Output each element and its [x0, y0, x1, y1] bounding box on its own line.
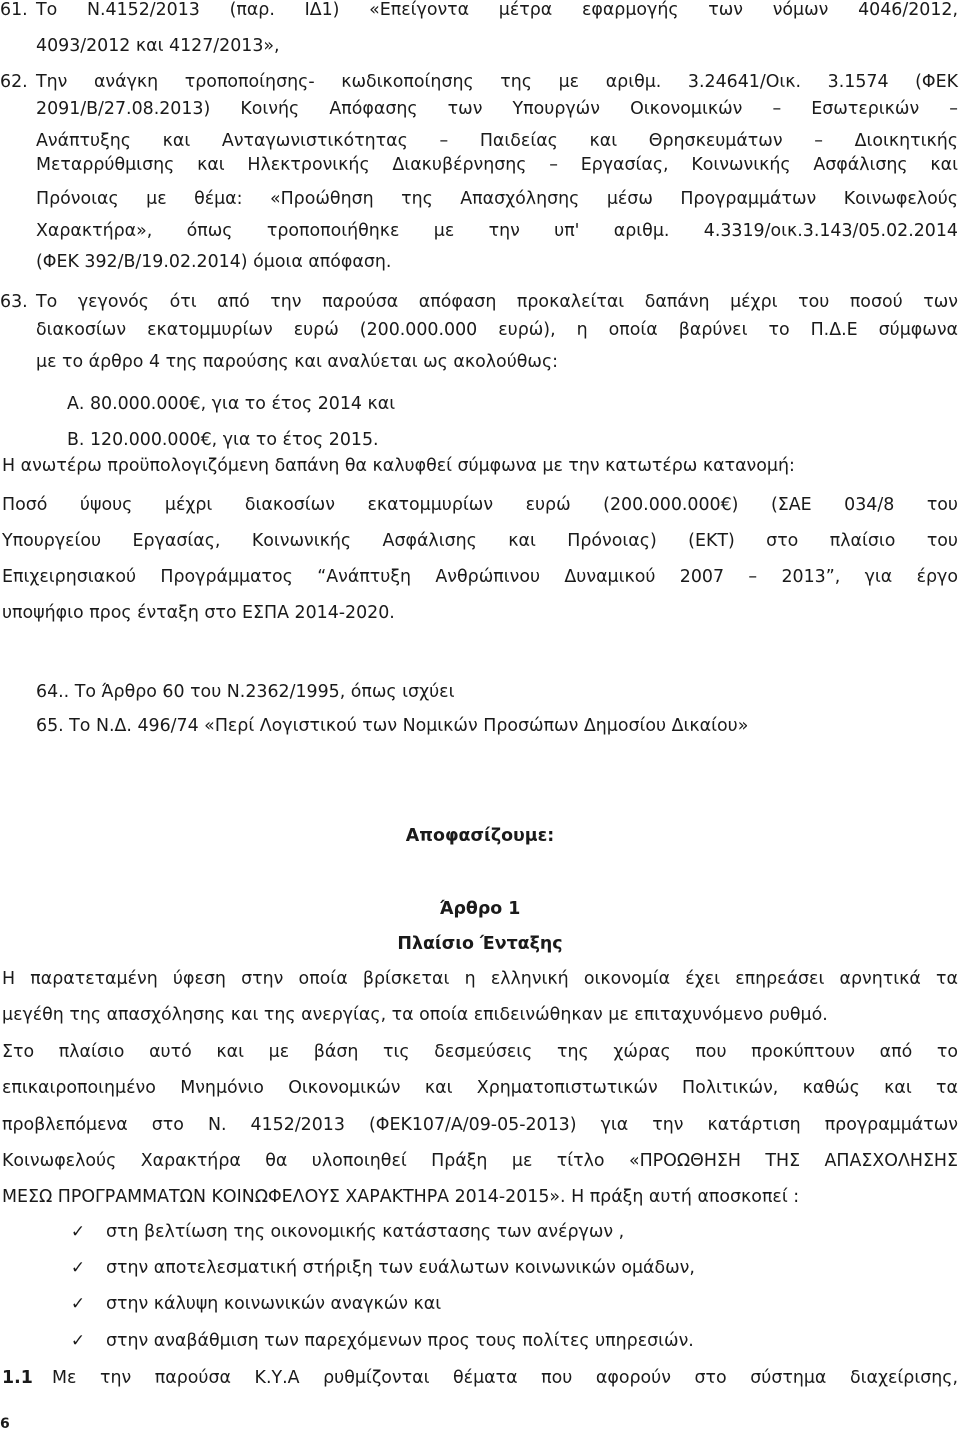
article-heading: Άρθρο 1: [439, 899, 521, 919]
checkmark-icon: ✓: [70, 1258, 86, 1278]
budget-line: υποψήφιο προς ένταξη στο ΕΣΠΑ 2014-2020.: [2, 603, 395, 623]
bullet-item: στην κάλυψη κοινωνικών αναγκών και: [106, 1294, 442, 1314]
body-line: ΜΕΣΩ ΠΡΟΓΡΑΜΜΑΤΩΝ ΚΟΙΝΩΦΕΛΟΥΣ ΧΑΡΑΚΤΗΡΑ 2014-2015». Η πράξη αυτή αποσκοπεί :: [2, 1187, 800, 1207]
item-text-line: Χαρακτήρα», όπως τροποποιήθηκε με την υπ' αριθμ. 4.3319/οικ.3.143/05.02.2014: [36, 221, 958, 241]
budget-line: Ποσό ύψους μέχρι διακοσίων εκατομμυρίων ευρώ (200.000.000€) (ΣΑΕ 034/8 του: [2, 495, 958, 515]
item-text-line: Μεταρρύθμισης και Ηλεκτρονικής Διακυβέρνησης – Εργασίας, Κοινωνικής Ασφάλισης και: [36, 155, 958, 175]
item-text-line: Την ανάγκη τροποποίησης- κωδικοποίησης της με αριθμ. 3.24641/Οικ. 3.1574 (ΦΕΚ: [36, 72, 958, 92]
item-number: 61.: [0, 0, 28, 20]
article-title: Πλαίσιο Ένταξης: [397, 934, 563, 954]
checkmark-icon: ✓: [70, 1294, 86, 1314]
item-text-line: Το γεγονός ότι από την παρούσα απόφαση προκαλείται δαπάνη μέχρι του ποσού των: [36, 292, 958, 312]
item-text-line: 2091/Β/27.08.2013) Κοινής Απόφασης των Υπουργών Οικονομικών – Εσωτερικών –: [36, 99, 958, 119]
decision-heading: Αποφασίζουμε:: [405, 826, 555, 846]
bullet-item: στην αναβάθμιση των παρεχόμενων προς τους πολίτες υπηρεσιών.: [106, 1331, 694, 1351]
section-text: Με την παρούσα Κ.Υ.Α ρυθμίζονται θέματα που αφορούν στο σύστημα διαχείρισης,: [52, 1368, 958, 1388]
budget-line: Επιχειρησιακού Προγράμματος “Ανάπτυξη Ανθρώπινου Δυναμικού 2007 – 2013”, για έργο: [2, 567, 958, 587]
body-line: επικαιροποιημένο Μνημόνιο Οικονομικών και Χρηματοπιστωτικών Πολιτικών, καθώς και τα: [2, 1078, 958, 1098]
checkmark-icon: ✓: [70, 1222, 86, 1242]
item-text-line: Το Ν.4152/2013 (παρ. ΙΔ1) «Επείγοντα μέτρα εφαρμογής των νόμων 4046/2012,: [36, 0, 958, 20]
item-text-line: 4093/2012 και 4127/2013»,: [36, 36, 280, 56]
body-line: Στο πλαίσιο αυτό και με βάση τις δεσμεύσεις της χώρας που προκύπτουν από το: [2, 1042, 958, 1062]
item-text-line: Ανάπτυξης και Ανταγωνιστικότητας – Παιδείας και Θρησκευμάτων – Διοικητικής: [36, 131, 958, 151]
bullet-item: στη βελτίωση της οικονομικής κατάστασης των ανέργων ,: [106, 1222, 625, 1242]
checkmark-icon: ✓: [70, 1331, 86, 1351]
item-text-line: Πρόνοιας με θέμα: «Προώθηση της Απασχόλησης μέσω Προγραμμάτων Κοινωφελούς: [36, 189, 958, 209]
body-line: Κοινωφελούς Χαρακτήρα θα υλοποιηθεί Πράξη με τίτλο «ΠΡΟΩΘΗΣΗ ΤΗΣ ΑΠΑΣΧΟΛΗΣΗΣ: [2, 1151, 958, 1171]
body-line: προβλεπόμενα στο Ν. 4152/2013 (ΦΕΚ107/Α/09-05-2013) για την κατάρτιση προγραμμάτων: [2, 1115, 958, 1135]
item-text-line: διακοσίων εκατομμυρίων ευρώ (200.000.000 ευρώ), η οποία βαρύνει το Π.Δ.Ε σύμφωνα: [36, 320, 958, 340]
budget-line: Η ανωτέρω προϋπολογιζόμενη δαπάνη θα καλυφθεί σύμφωνα με την κατωτέρω κατανομή:: [2, 456, 795, 476]
item-64: 64.. Το Άρθρο 60 του Ν.2362/1995, όπως ισχύει: [36, 682, 455, 702]
body-line: Η παρατεταμένη ύφεση στην οποία βρίσκεται η ελληνική οικονομία έχει επηρεάσει αρνητικά τα: [2, 969, 958, 989]
page-number: 6: [0, 1416, 10, 1432]
item-text-line: με το άρθρο 4 της παρούσης και αναλύεται ως ακολούθως:: [36, 352, 559, 372]
item-text-line: (ΦΕΚ 392/Β/19.02.2014) όμοια απόφαση.: [36, 252, 392, 272]
body-line: μεγέθη της απασχόλησης και της ανεργίας, τα οποία επιδεινώθηκαν με επιταχυνόμενο ρυθμό.: [2, 1005, 828, 1025]
item-65: 65. Το Ν.Δ. 496/74 «Περί Λογιστικού των Νομικών Προσώπων Δημοσίου Δικαίου»: [36, 716, 749, 736]
budget-line: Υπουργείου Εργασίας, Κοινωνικής Ασφάλισης και Πρόνοιας) (ΕΚΤ) στο πλαίσιο του: [2, 531, 958, 551]
amount-line: Β. 120.000.000€, για το έτος 2015.: [67, 430, 379, 450]
item-number: 63.: [0, 292, 28, 312]
amount-line: Α. 80.000.000€, για το έτος 2014 και: [67, 394, 396, 414]
bullet-item: στην αποτελεσματική στήριξη των ευάλωτων κοινωνικών ομάδων,: [106, 1258, 695, 1278]
item-number: 62.: [0, 72, 28, 92]
section-number: 1.1: [2, 1368, 33, 1388]
